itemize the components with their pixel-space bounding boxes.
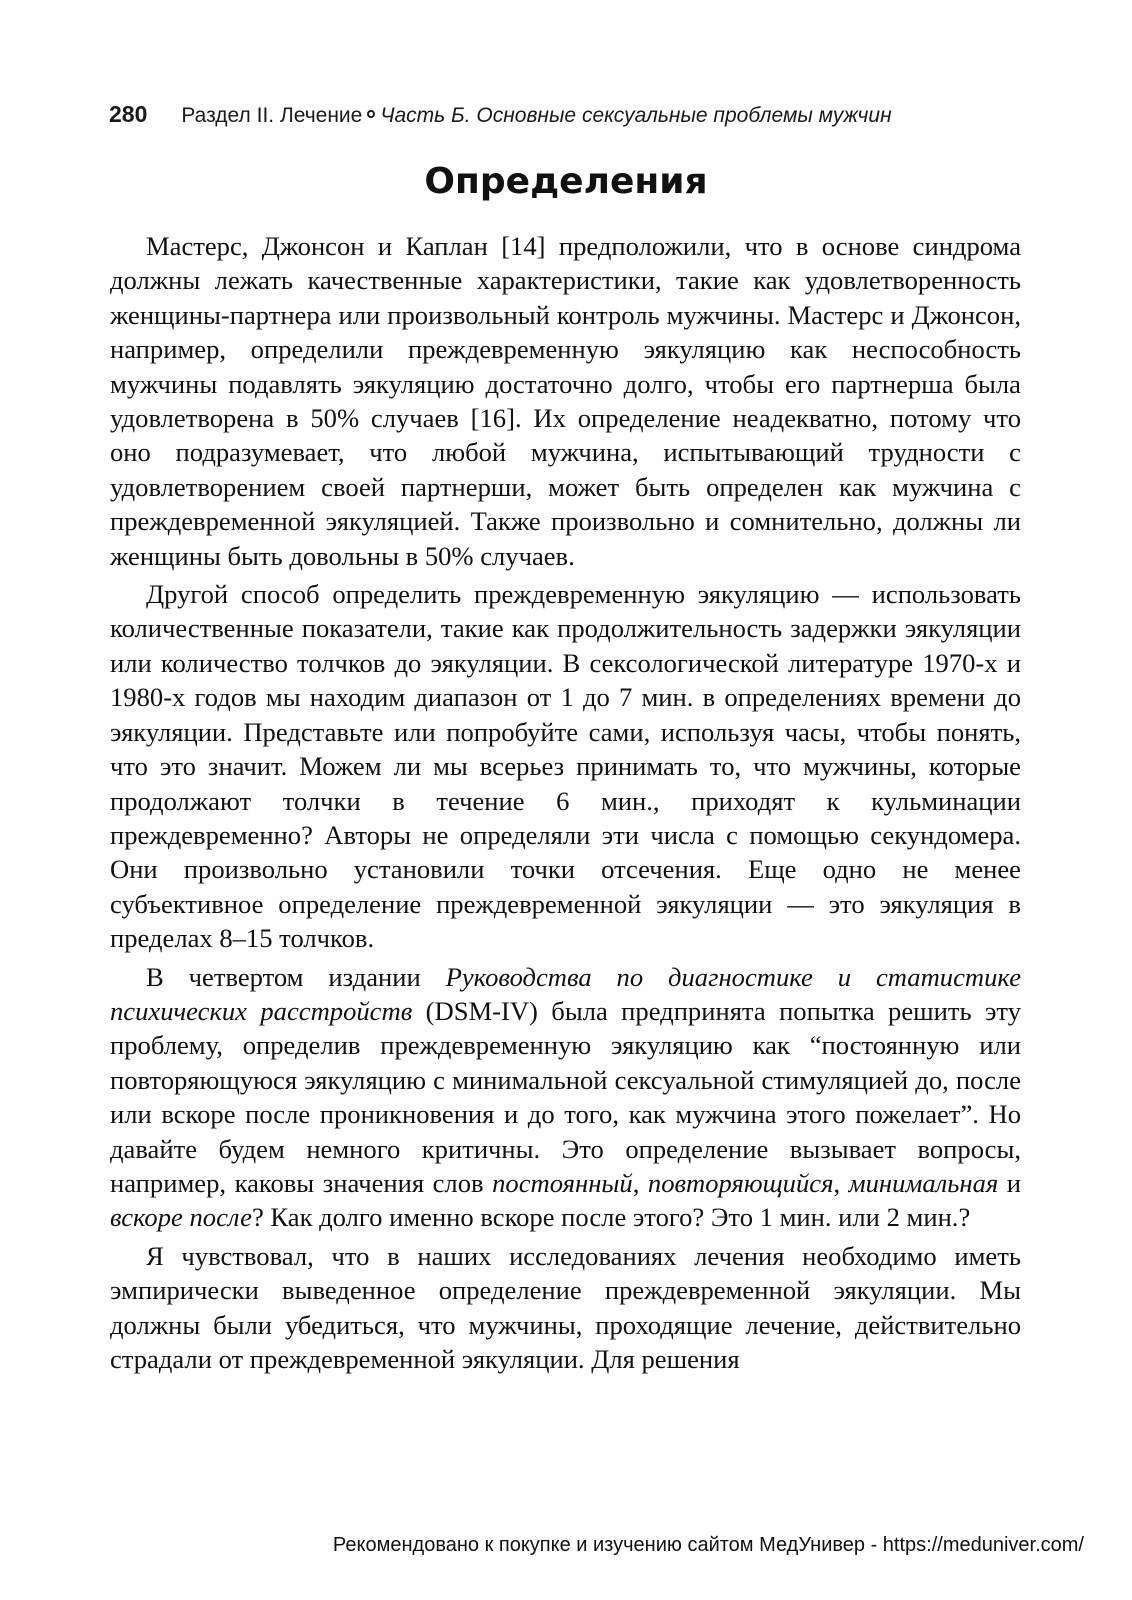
p3-italic-term-3: минимальная — [848, 1167, 999, 1198]
p3-text-6: ? Как долго именно вскоре после этого? Это 1 мин. или 2 мин.? — [251, 1202, 971, 1233]
paragraph-2: Другой способ определить преждевременную эякуляцию — использовать количественные показатели, такие как продолжительность задержки эякуляции или количество толчков до эякуляции. В сексологической литературе 1970-х и 1980-х годов мы находим диапазон от 1 до 7 мин. в определениях времени до эякуляции. Представьте или попробуйте сами, используя часы, чтобы понять, что это значит. Можем ли мы всерьез принимать то, что мужчины, которые продолжают толчки в течение 6 мин., приходят к кульминации преждевременно? Авторы не определяли эти числа с помощью секундомера. Они произвольно установили точки отсечения. Еще одно не менее субъективное определение преждевременной эякуляции — это эякуляция в пределах 8–15 толчков. — [110, 579, 1021, 954]
bullet-separator-icon — [367, 110, 375, 118]
paragraph-1: Мастерс, Джонсон и Каплан [14] предположили, что в основе синдрома должны лежать качественные характеристики, такие как удовлетворенность женщины-партнера или произвольный контроль мужчины. Мастерс и Джонсон, например, определили преждевременную эякуляцию как неспособность мужчины подавлять эякуляцию достаточно долго, чтобы его партнерша была удовлетворена в 50% случаев [16]. Их определение неадекватно, потому что оно подразумевает, что любой мужчина, испытывающий трудности с удовлетворением своей партнерши, может быть определен как мужчина с преждевременной эякуляцией. Также произвольно и сомнительно, должны ли женщины быть довольны в 50% случаев. — [110, 231, 1021, 571]
paragraph-4: Я чувствовал, что в наших исследованиях лечения необходимо иметь эмпирически выведенное определение преждевременной эякуляции. Мы должны были убедиться, что мужчины, проходящие лечение, действительно страдали от преждевременной эякуляции. Для решения — [110, 1240, 1021, 1374]
p3-text-4: , — [833, 1167, 849, 1198]
section-title: Раздел II. Лечение — [181, 104, 363, 127]
page-number: 280 — [109, 101, 148, 127]
p3-text-3: , — [632, 1167, 648, 1198]
running-header — [109, 100, 1019, 130]
p3-italic-term-1: постоянный — [492, 1167, 633, 1198]
article-body — [110, 229, 1021, 1380]
p3-text-5: и — [998, 1167, 1022, 1198]
footer-notice: Рекомендовано к покупке и изучению сайтом МедУнивер - https://meduniver.com/ — [332, 1534, 1084, 1556]
p3-italic-term-2: повторяющийся — [647, 1167, 834, 1198]
chapter-title: Часть Б. Основные сексуальные проблемы мужчин — [380, 104, 892, 127]
paragraph-3 — [110, 960, 1021, 1235]
p3-text-2: (DSM-IV) была предпринята попытка решить эту проблему, определив преждевременную эякуляцию как “постоянную или повторяющуюся эякуляцию с минимальной сексуальной стимуляцией до, после или вскоре после проникновения и до того, как мужчина этого пожелает”. Но давайте будем немного критичны. Это определение вызывает вопросы, например, каковы значения слов — [110, 995, 1021, 1198]
p3-italic-term-4: вскоре после — [110, 1202, 252, 1233]
p3-italic-title: Руководства по диагностике и статистике психических расстройств — [110, 961, 1021, 1026]
section-heading: Определения — [424, 161, 708, 202]
p3-text-1: В четвертом издании — [146, 961, 446, 992]
